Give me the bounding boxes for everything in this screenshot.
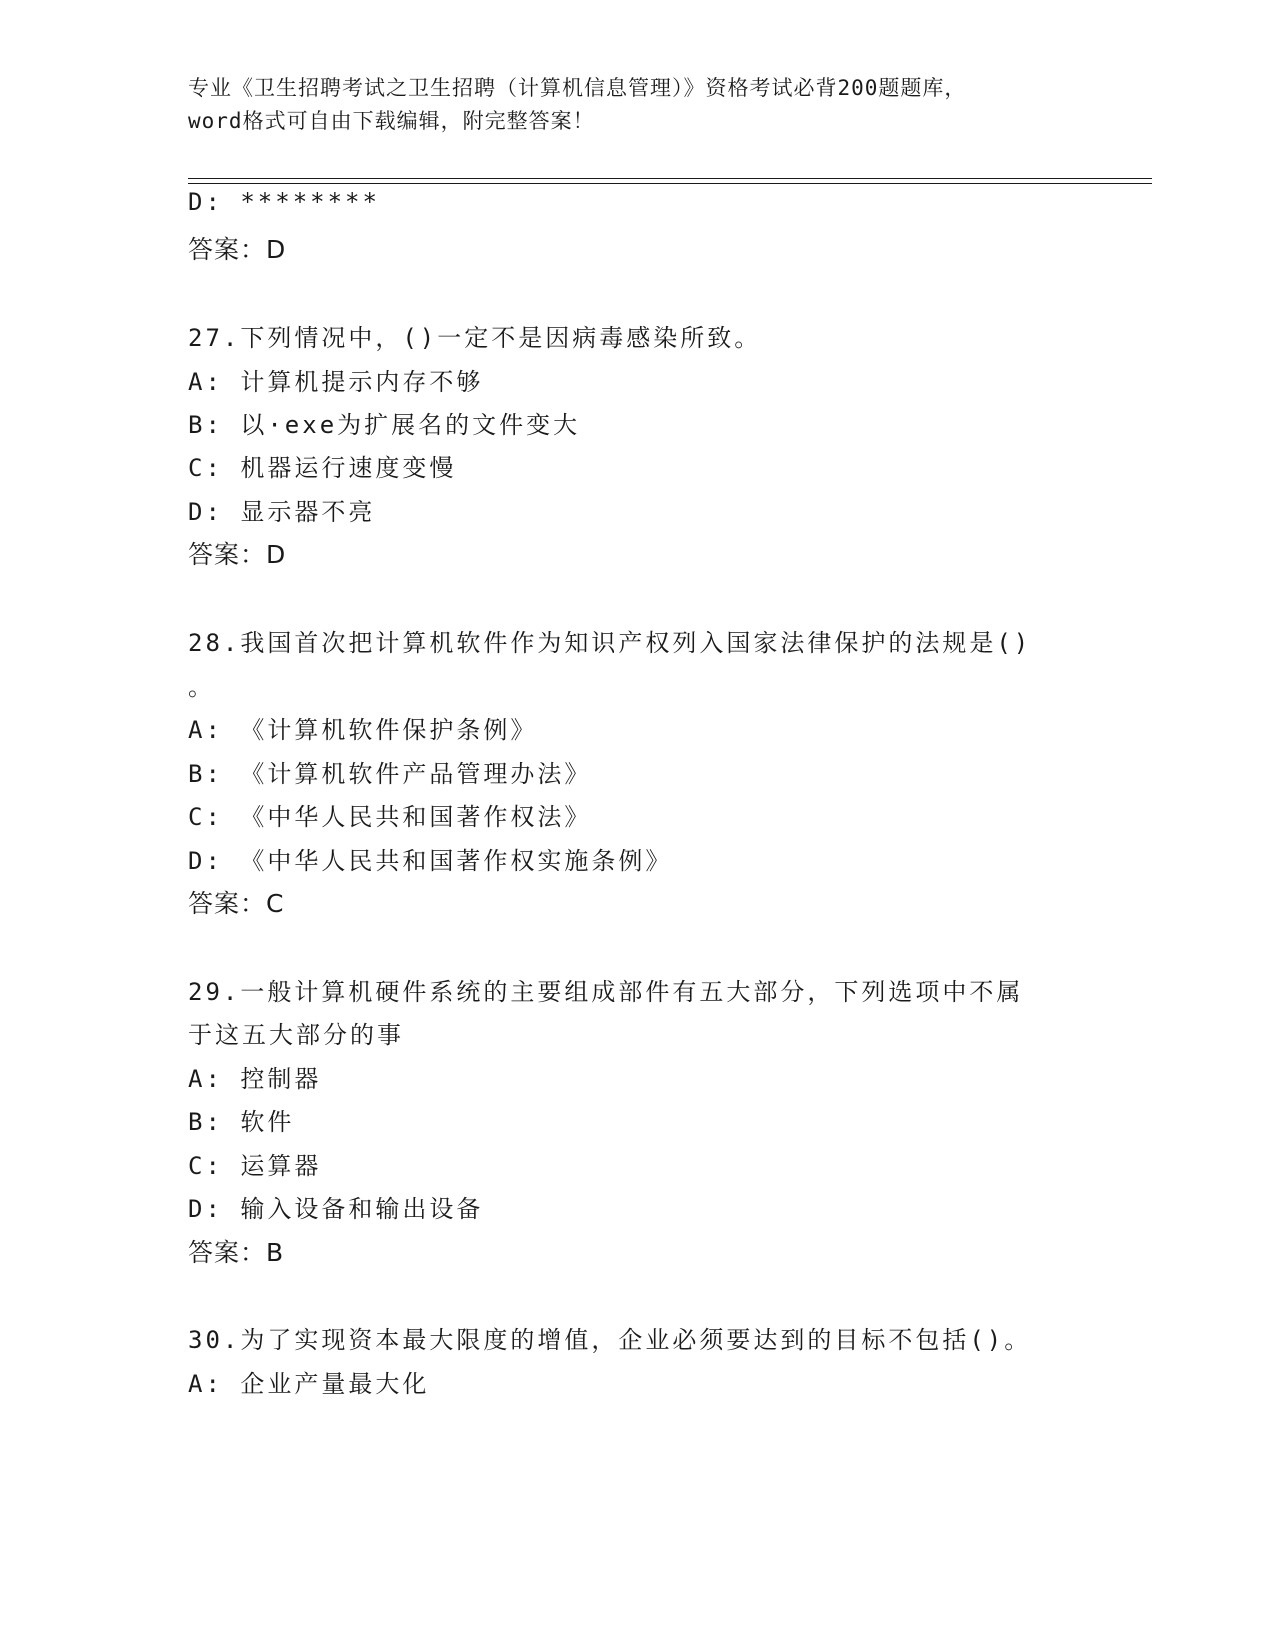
question-29-stem-line-2: 于这五大部分的事 xyxy=(188,1021,404,1049)
question-28-stem-line-1: 28.我国首次把计算机软件作为知识产权列入国家法律保护的法规是() xyxy=(188,629,1032,657)
question-28-option-d: D: 《中华人民共和国著作权实施条例》 xyxy=(188,847,673,875)
question-29-answer: 答案：B xyxy=(188,1238,285,1267)
question-29-option-b: B: 软件 xyxy=(188,1108,295,1136)
question-27-option-d: D: 显示器不亮 xyxy=(188,498,376,526)
document-header xyxy=(188,72,1088,138)
question-28-option-c: C: 《中华人民共和国著作权法》 xyxy=(188,803,592,831)
question-27-option-b: B: 以·exe为扩展名的文件变大 xyxy=(188,411,581,439)
header-title-line-2: word格式可自由下载编辑，附完整答案！ xyxy=(188,109,595,133)
question-27-answer: 答案：D xyxy=(188,540,287,569)
header-divider-bottom xyxy=(188,183,1152,184)
header-divider-top xyxy=(188,178,1152,179)
prev-option-d: D: ******** xyxy=(188,188,380,216)
question-27-option-c: C: 机器运行速度变慢 xyxy=(188,454,457,482)
question-29-option-c: C: 运算器 xyxy=(188,1152,322,1180)
question-29-stem-line-1: 29.一般计算机硬件系统的主要组成部件有五大部分，下列选项中不属 xyxy=(188,978,1024,1006)
question-29-option-d: D: 输入设备和输出设备 xyxy=(188,1195,484,1223)
question-28-stem-line-2: 。 xyxy=(188,673,215,701)
question-27-option-a: A: 计算机提示内存不够 xyxy=(188,368,484,396)
question-30-option-a: A: 企业产量最大化 xyxy=(188,1370,430,1398)
prev-answer: 答案：D xyxy=(188,235,287,264)
question-28-answer: 答案：C xyxy=(188,889,285,918)
question-28-option-a: A: 《计算机软件保护条例》 xyxy=(188,716,538,744)
question-27-stem: 27.下列情况中，()一定不是因病毒感染所致。 xyxy=(188,324,762,352)
question-30-stem: 30.为了实现资本最大限度的增值，企业必须要达到的目标不包括()。 xyxy=(188,1326,1032,1354)
question-28-option-b: B: 《计算机软件产品管理办法》 xyxy=(188,760,592,788)
header-title-line-1: 专业《卫生招聘考试之卫生招聘（计算机信息管理）》资格考试必背200题题库， xyxy=(188,76,967,100)
question-29-option-a: A: 控制器 xyxy=(188,1065,322,1093)
